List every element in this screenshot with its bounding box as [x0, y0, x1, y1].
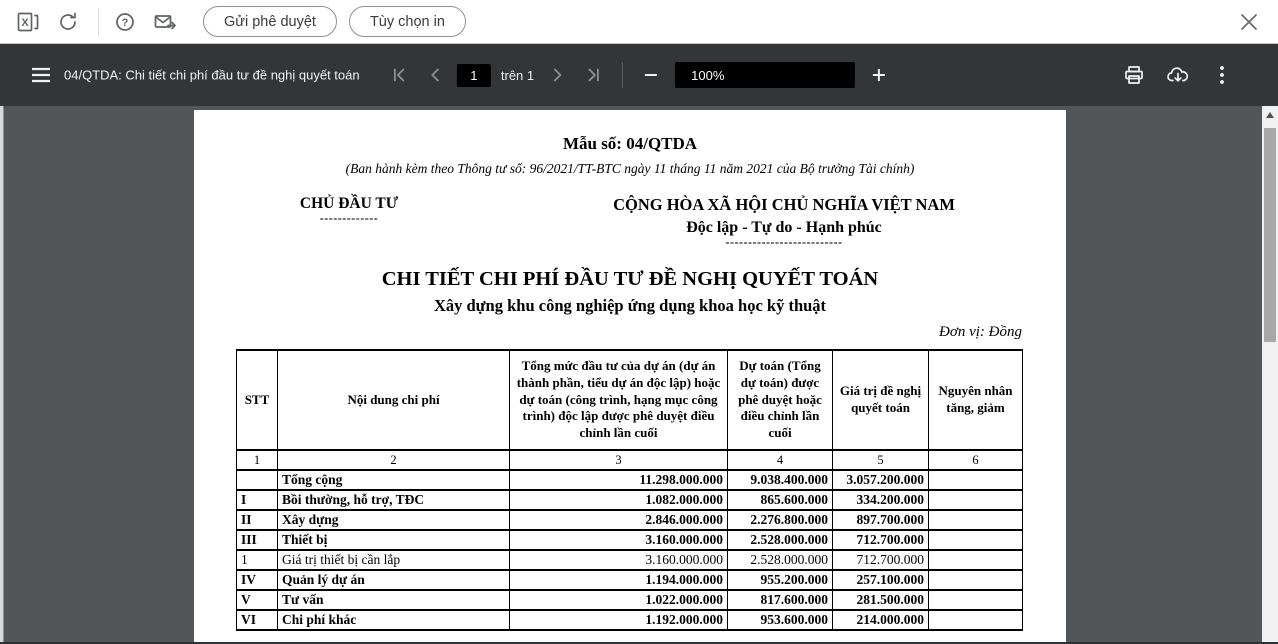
table-cell	[929, 510, 1023, 530]
zoom-level-input[interactable]: 100%	[675, 62, 855, 88]
next-page-button[interactable]	[547, 64, 569, 86]
table-cell: 2.846.000.000	[510, 510, 728, 530]
table-cell: I	[237, 490, 278, 510]
pdf-document-title: 04/QTDA: Chi tiết chi phí đầu tư đề nghị quyết toán	[64, 67, 360, 83]
investor-label: CHỦ ĐẦU TƯ	[299, 195, 399, 212]
page-zoom-controls	[381, 62, 897, 88]
send-mail-button[interactable]	[151, 8, 179, 36]
send-approval-button[interactable]: Gửi phê duyệt	[203, 6, 337, 37]
table-cell: 2.528.000.000	[728, 550, 833, 570]
table-cell: 3.057.200.000	[833, 470, 929, 490]
print-button[interactable]	[1123, 64, 1145, 86]
table-cell: Quản lý dự án	[278, 570, 510, 590]
window-left-edge	[0, 106, 4, 644]
table-row	[237, 550, 1023, 570]
table-cell	[929, 610, 1023, 630]
page-number-input[interactable]: 1	[457, 64, 491, 87]
table-cell: Giá trị thiết bị cần lắp	[278, 550, 510, 570]
download-button[interactable]	[1167, 64, 1189, 86]
form-number: Mẫu số: 04/QTDA	[562, 134, 698, 153]
cost-table-body	[237, 470, 1023, 630]
excel-icon	[16, 11, 40, 33]
toolbar-divider	[98, 8, 99, 36]
document-subtitle: Xây dựng khu công nghiệp ứng dụng khoa học kỹ thuật	[433, 296, 827, 315]
table-row	[237, 490, 1023, 510]
document-title: CHI TIẾT CHI PHÍ ĐẦU TƯ ĐỀ NGHỊ QUYẾT TOÁN	[381, 268, 879, 290]
table-cell	[929, 530, 1023, 550]
header-stt: STT	[237, 350, 278, 450]
first-page-button[interactable]	[388, 64, 410, 86]
table-row	[237, 570, 1023, 590]
table-cell: 1.022.000.000	[510, 590, 728, 610]
scrollbar-thumb[interactable]	[1264, 128, 1276, 342]
table-cell: 712.700.000	[833, 530, 929, 550]
last-page-button[interactable]	[583, 64, 605, 86]
help-icon	[114, 11, 136, 33]
table-cell: Thiết bị	[278, 530, 510, 550]
plus-icon	[871, 67, 887, 83]
table-row	[237, 610, 1023, 630]
table-cell: 865.600.000	[728, 490, 833, 510]
help-button[interactable]	[111, 8, 139, 36]
table-cell	[929, 590, 1023, 610]
table-cell: Chi phí khác	[278, 610, 510, 630]
table-cell: 955.200.000	[728, 570, 833, 590]
header-cost-content: Nội dung chi phí	[278, 350, 510, 450]
pdf-toolbar	[0, 44, 1278, 106]
table-cell: II	[237, 510, 278, 530]
table-row	[237, 470, 1023, 490]
svg-text:?: ?	[121, 16, 129, 29]
column-number-row	[237, 450, 1023, 470]
table-cell: 3.160.000.000	[510, 550, 728, 570]
table-cell: 712.700.000	[833, 550, 929, 570]
printer-icon	[1124, 65, 1144, 85]
table-cell: VI	[237, 610, 278, 630]
country-title: CỘNG HÒA XÃ HỘI CHỦ NGHĨA VIỆT NAM	[613, 195, 955, 214]
table-cell: 281.500.000	[833, 590, 929, 610]
previous-page-button[interactable]	[424, 64, 446, 86]
pdf-viewer-area	[0, 106, 1278, 644]
pdf-toolbar-actions	[1112, 64, 1244, 86]
refresh-button[interactable]	[54, 8, 82, 36]
investor-block	[254, 195, 444, 223]
table-cell	[929, 470, 1023, 490]
divider-dashes: -------------	[319, 211, 379, 225]
column-number: 4	[728, 450, 833, 470]
table-cell: 953.600.000	[728, 610, 833, 630]
table-row	[237, 510, 1023, 530]
table-cell: Tư vấn	[278, 590, 510, 610]
table-cell: 817.600.000	[728, 590, 833, 610]
column-number: 5	[833, 450, 929, 470]
table-cell: V	[237, 590, 278, 610]
table-cell: 214.000.000	[833, 610, 929, 630]
table-cell: Xây dựng	[278, 510, 510, 530]
table-cell: 334.200.000	[833, 490, 929, 510]
table-cell: 897.700.000	[833, 510, 929, 530]
table-cell: IV	[237, 570, 278, 590]
table-cell: III	[237, 530, 278, 550]
divider-dashes: --------------------------	[725, 235, 843, 249]
table-cell: 2.276.800.000	[728, 510, 833, 530]
header-reason: Nguyên nhân tăng, giảm	[929, 350, 1023, 450]
table-cell: 3.160.000.000	[510, 530, 728, 550]
table-row	[237, 590, 1023, 610]
table-cell	[929, 490, 1023, 510]
table-cell: 2.528.000.000	[728, 530, 833, 550]
column-number: 2	[278, 450, 510, 470]
table-cell: Tổng cộng	[278, 470, 510, 490]
document-page	[194, 110, 1066, 644]
chevron-right-icon	[551, 67, 565, 83]
close-icon	[1238, 11, 1260, 33]
page-count-label: trên 1	[500, 67, 535, 83]
last-page-icon	[586, 67, 602, 83]
national-motto-block	[594, 195, 974, 247]
currency-unit-label: Đơn vị: Đồng	[939, 324, 1022, 340]
table-cell: 1.192.000.000	[510, 610, 728, 630]
kebab-menu-icon	[1219, 65, 1225, 85]
minus-icon	[643, 67, 659, 83]
header-approved-estimate: Dự toán (Tổng dự toán) được phê duyệt hoặc điều chỉnh lần cuối	[728, 350, 833, 450]
table-cell: 1.194.000.000	[510, 570, 728, 590]
table-header-row	[237, 350, 1023, 450]
column-number: 3	[510, 450, 728, 470]
export-excel-button[interactable]	[14, 8, 42, 36]
svg-text:X: X	[21, 16, 29, 29]
more-options-button[interactable]	[1211, 64, 1233, 86]
close-button[interactable]	[1234, 7, 1264, 37]
print-options-button[interactable]: Tùy chọn in	[349, 6, 466, 37]
cost-detail-table	[236, 349, 1023, 631]
top-toolbar	[0, 0, 1278, 44]
scroll-up-arrow-icon[interactable]	[1266, 112, 1274, 118]
chevron-left-icon	[428, 67, 442, 83]
table-cell	[929, 550, 1023, 570]
table-cell: 11.298.000.000	[510, 470, 728, 490]
menu-button[interactable]	[28, 62, 54, 88]
table-cell	[929, 570, 1023, 590]
table-cell: 1	[237, 550, 278, 570]
table-row	[237, 530, 1023, 550]
table-cell: Bồi thường, hỗ trợ, TĐC	[278, 490, 510, 510]
cloud-download-icon	[1167, 65, 1189, 85]
header-total-investment: Tổng mức đầu tư của dự án (dự án thành phần, tiểu dự án độc lập) hoặc dự toán (công trình, hạng mục công trình) độc lập được phê duyệt điều chỉnh lần cuối	[510, 350, 728, 450]
table-cell: 257.100.000	[833, 570, 929, 590]
issuance-note: (Ban hành kèm theo Thông tư số: 96/2021/TT-BTC ngày 11 tháng 11 năm 2021 của Bộ trưởng Tài chính)	[345, 161, 915, 176]
table-cell: 1.082.000.000	[510, 490, 728, 510]
column-number: 6	[929, 450, 1023, 470]
zoom-in-button[interactable]	[868, 64, 890, 86]
table-cell	[237, 470, 278, 490]
column-number: 1	[237, 450, 278, 470]
national-motto: Độc lập - Tự do - Hạnh phúc	[686, 219, 882, 236]
mail-send-icon	[153, 11, 177, 33]
vertical-scrollbar[interactable]	[1262, 106, 1278, 644]
table-cell: 9.038.400.000	[728, 470, 833, 490]
refresh-icon	[57, 11, 79, 33]
first-page-icon	[391, 67, 407, 83]
zoom-out-button[interactable]	[640, 64, 662, 86]
toolbar-divider	[622, 62, 623, 88]
header-proposed-value: Giá trị đề nghị quyết toán	[833, 350, 929, 450]
hamburger-icon	[31, 67, 51, 83]
